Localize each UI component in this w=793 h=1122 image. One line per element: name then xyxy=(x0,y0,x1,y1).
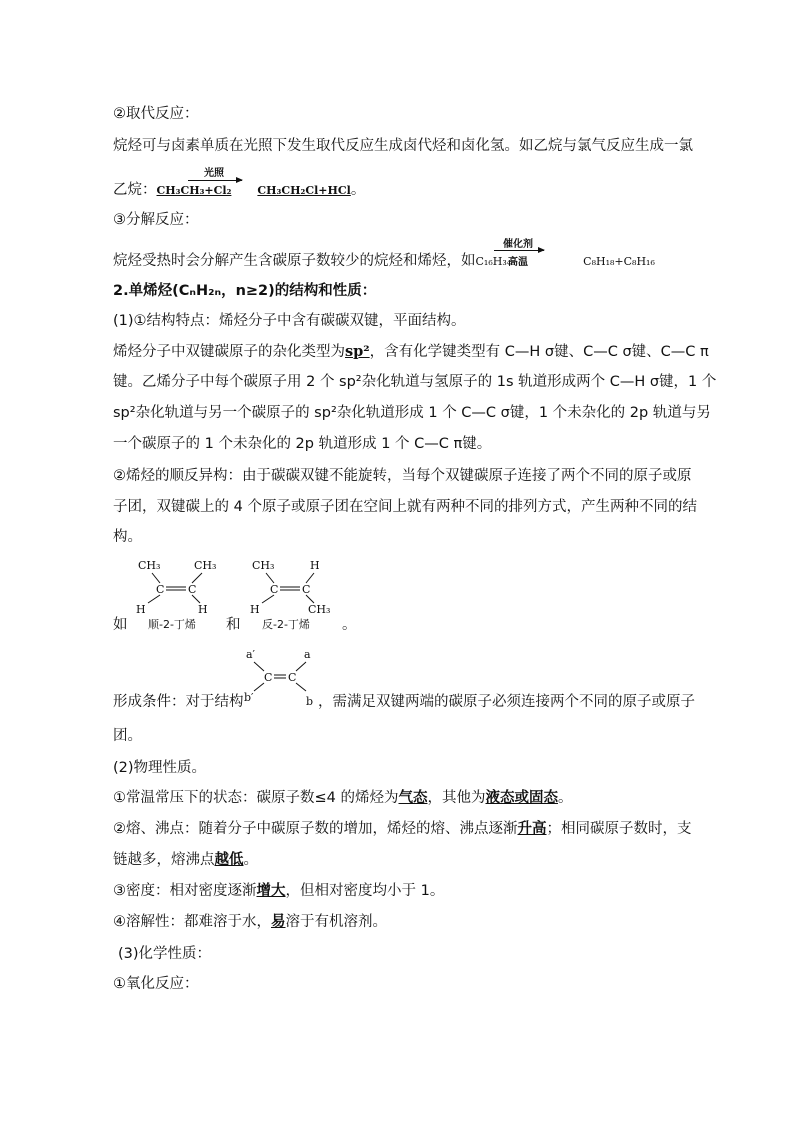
mol-c-label: C xyxy=(302,583,311,596)
mol-b-prime-label: b′ xyxy=(244,691,254,704)
mol-a-label: a xyxy=(304,648,311,661)
bond-line xyxy=(192,595,200,603)
bond-line xyxy=(152,573,160,583)
example-and: 和 xyxy=(226,617,241,633)
mol-c-label: C xyxy=(270,583,279,596)
equation-1-line xyxy=(113,180,365,201)
decomposition-text: 烷烃受热时会分解产生含碳原子数较少的烷烃和烯烃，如 xyxy=(113,253,476,269)
mol-a-prime-label: a′ xyxy=(246,648,256,661)
mol-c-label: C xyxy=(188,583,197,596)
bond-line xyxy=(306,595,314,603)
structure-line-1: (1)①结构特点：烯烃分子中含有碳碳双键，平面结构。 xyxy=(113,313,466,329)
mol-h-label: H xyxy=(250,603,260,616)
condition-text-1: ，需满足双键两端的碳原子必须连接两个不同的原子或原子 xyxy=(318,694,695,710)
bond-line xyxy=(296,683,306,691)
generic-alkene-structure xyxy=(238,643,318,711)
oxidation-heading: ①氧化反应： xyxy=(113,976,199,992)
decomposition-heading: ③分解反应： xyxy=(113,212,199,228)
example-prefix: 如 xyxy=(113,617,128,633)
mol-ch3-label: CH₃ xyxy=(252,559,275,572)
liquid-solid-answer: 液态或固态 xyxy=(485,790,558,806)
eq1-right: CH₃CH₂Cl+HCl xyxy=(257,184,351,197)
physical-heading: (2)物理性质。 xyxy=(113,760,207,776)
eq2-arrow-icon xyxy=(494,250,544,251)
rise-answer: 升高 xyxy=(517,821,547,837)
bond-line xyxy=(266,573,274,583)
physical-state-line: ①常温常压下的状态：碳原子数≤4 的烯烃为气态，其他为液态或固态。 xyxy=(113,790,573,806)
mol-h-label: H xyxy=(136,603,146,616)
olefin-heading: 2.单烯烃(CₙH₂ₙ，n≥2)的结构和性质： xyxy=(113,283,377,299)
mol-ch3-label: CH₃ xyxy=(194,559,217,572)
example-end: 。 xyxy=(342,617,357,633)
eq1-end: 。 xyxy=(350,182,366,198)
mol-h-label: H xyxy=(198,603,208,616)
equation-2-line xyxy=(113,251,655,272)
melting-point-line-1: ②熔、沸点：随着分子中碳原子数的增加，烯烃的熔、沸点逐渐升高；相同碳原子数时，支 xyxy=(113,821,692,837)
solubility-line: ④溶解性：都难溶于水，易溶于有机溶剂。 xyxy=(113,914,387,930)
eq1-arrow-icon xyxy=(188,180,242,181)
trans-2-butene-structure xyxy=(242,553,342,633)
chemical-heading: (3)化学性质： xyxy=(118,946,212,962)
eq1-left: CH₃CH₃+Cl₂ xyxy=(156,184,232,197)
melting-point-line-2: 链越多，熔沸点越低。 xyxy=(113,852,258,868)
eq2-left: C₁₆H₃₄ xyxy=(475,255,512,268)
mol-c-label: C xyxy=(288,671,297,684)
isomer-line-1: ②烯烃的顺反异构：由于碳碳双键不能旋转，当每个双键碳原子连接了两个不同的原子或原 xyxy=(113,468,692,484)
eq2-condition-bottom: 高温 xyxy=(508,257,528,268)
eq2-condition-top: 催化剂 xyxy=(503,239,533,250)
sp2-answer: sp² xyxy=(345,343,370,360)
eq1-condition: 光照 xyxy=(204,168,224,179)
bond-line xyxy=(254,662,264,671)
condition-prefix: 形成条件：对于结构 xyxy=(113,694,244,710)
cis-2-butene-structure xyxy=(128,553,228,633)
mol-c-label: C xyxy=(264,671,273,684)
increase-answer: 增大 xyxy=(256,883,286,899)
lower-answer: 越低 xyxy=(214,852,244,868)
density-line: ③密度：相对密度逐渐增大，但相对密度均小于 1。 xyxy=(113,883,445,899)
easy-answer: 易 xyxy=(271,914,286,930)
mol-h-label: H xyxy=(310,559,320,572)
condition-text-2: 团。 xyxy=(113,728,142,744)
mol-ch3-label: CH₃ xyxy=(308,603,331,616)
bond-line xyxy=(254,683,264,691)
trans-name: 反-2-丁烯 xyxy=(262,618,310,631)
structure-line-4: sp²杂化轨道与另一个碳原子的 sp²杂化轨道形成 1 个 C—C σ键，1 个未杂化的 2p 轨道与另 xyxy=(113,405,711,421)
substitution-heading: ②取代反应： xyxy=(113,106,199,122)
substitution-text-2: 乙烷： xyxy=(113,182,157,198)
structure-line-2: 烯烃分子中双键碳原子的杂化类型为sp²，含有化学键类型有 C—H σ键、C—C σ键、C—C π xyxy=(113,343,709,360)
bond-line xyxy=(262,595,274,603)
gas-answer: 气态 xyxy=(398,790,428,806)
mol-c-label: C xyxy=(156,583,165,596)
mol-b-label: b xyxy=(306,695,314,708)
eq2-right: C₈H₁₈+C₈H₁₆ xyxy=(583,255,655,268)
substitution-text-1: 烷烃可与卤素单质在光照下发生取代反应生成卤代烃和卤化氢。如乙烷与氯气反应生成一氯 xyxy=(113,138,693,154)
cis-name: 顺-2-丁烯 xyxy=(148,618,196,631)
bond-line xyxy=(296,662,306,671)
structure-line-3: 键。乙烯分子中每个碳原子用 2 个 sp²杂化轨道与氢原子的 1s 轨道形成两个 C—H σ键，1 个 xyxy=(113,374,717,390)
isomer-line-3: 构。 xyxy=(113,529,142,545)
bond-line xyxy=(148,595,160,603)
mol-ch3-label: CH₃ xyxy=(138,559,161,572)
bond-line xyxy=(306,573,314,583)
bond-line xyxy=(192,573,202,583)
structure-line-5: 一个碳原子的 1 个未杂化的 2p 轨道形成 1 个 C—C π键。 xyxy=(113,436,492,452)
isomer-line-2: 子团，双键碳上的 4 个原子或原子团在空间上就有两种不同的排列方式，产生两种不同的结 xyxy=(113,499,697,515)
